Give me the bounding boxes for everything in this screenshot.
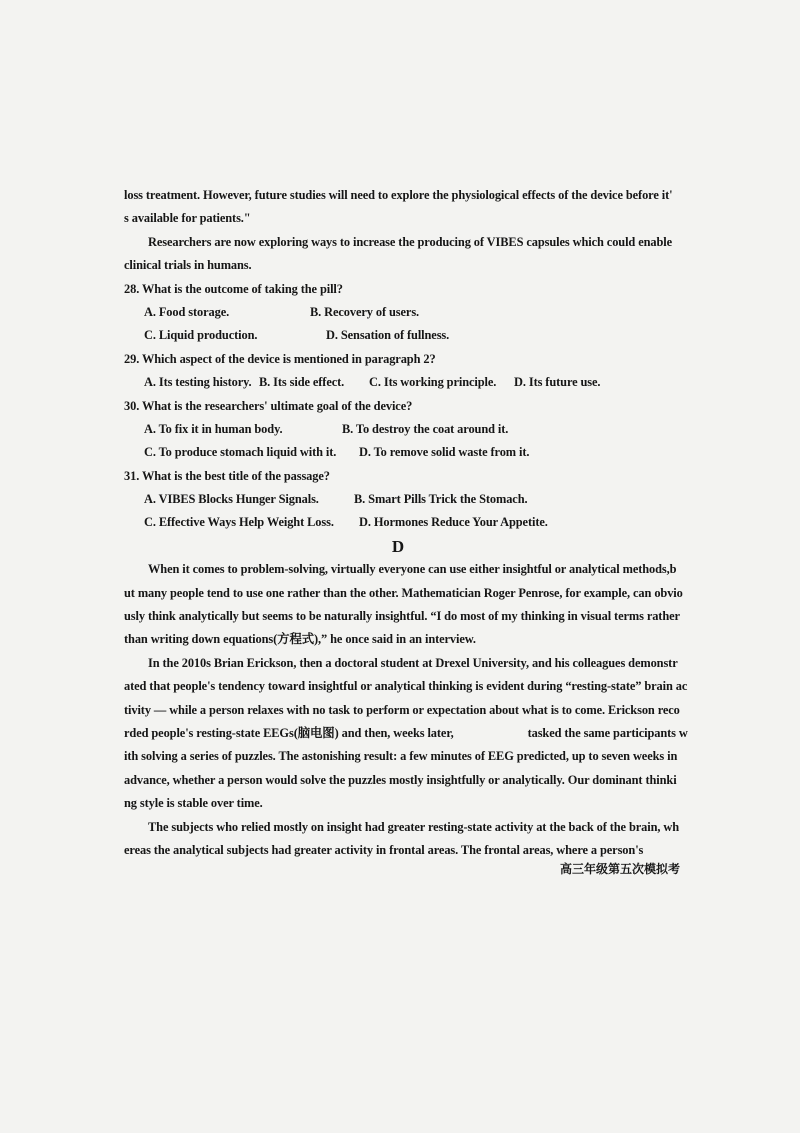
page-footer: 高三年级第五次模拟考 <box>559 862 680 876</box>
option: C. Its working principle. <box>369 375 497 390</box>
option: B. Recovery of users. <box>310 304 420 319</box>
option: C. Effective Ways Help Weight Loss. <box>144 515 334 530</box>
passage-line: The subjects who relied mostly on insight had greater resting-state activity at the back of the brain, wh <box>148 819 680 834</box>
passage-line: loss treatment. However, future studies will need to explore the physiological effects of the device before it' <box>124 188 672 202</box>
question-30-options-row-1 <box>124 418 672 441</box>
passage-fragment: tasked the same participants w <box>527 725 688 740</box>
question-29-stem: 29. Which aspect of the device is mentioned in paragraph 2? <box>124 351 436 366</box>
section-title: D <box>391 536 405 556</box>
option: C. To produce stomach liquid with it. <box>144 445 337 460</box>
question-31-stem: 31. What is the best title of the passage? <box>124 468 330 483</box>
question-28-stem: 28. What is the outcome of taking the pill? <box>124 281 343 296</box>
question-30-stem: 30. What is the researchers' ultimate goal of the device? <box>124 398 413 413</box>
passage-line: clinical trials in humans. <box>124 258 252 273</box>
passage-line: ng style is stable over time. <box>124 796 263 811</box>
passage-line: tivity — while a person relaxes with no task to perform or expectation about what is to come. Erickson reco <box>124 702 680 717</box>
option: D. To remove solid waste from it. <box>359 445 530 460</box>
question-28-options-row-1 <box>124 301 672 324</box>
question-30-options-row-2 <box>124 441 672 464</box>
option: D. Hormones Reduce Your Appetite. <box>359 515 548 530</box>
passage-line: In the 2010s Brian Erickson, then a doctoral student at Drexel University, and his colleagues demonstr <box>148 655 678 670</box>
passage-line: s available for patients." <box>124 211 251 226</box>
passage-line: advance, whether a person would solve the puzzles mostly insightfully or analytically. Our dominant thinki <box>124 772 677 787</box>
option: B. Its side effect. <box>259 375 345 390</box>
option: A. Food storage. <box>144 304 230 319</box>
page-content <box>124 184 688 862</box>
passage-line: ated that people's tendency toward insightful or analytical thinking is evident during “resting-state” brain ac <box>124 679 688 694</box>
option: D. Its future use. <box>514 375 601 390</box>
passage-line: Researchers are now exploring ways to increase the producing of VIBES capsules which could enable <box>148 234 672 249</box>
passage-line: than writing down equations(方程式),” he once said in an interview. <box>124 632 476 647</box>
question-31-options-row-2 <box>124 511 672 534</box>
option: A. Its testing history. <box>144 375 252 390</box>
option: A. To fix it in human body. <box>144 421 283 436</box>
question-31-options-row-1 <box>124 488 672 511</box>
option: A. VIBES Blocks Hunger Signals. <box>144 492 319 507</box>
question-28-options-row-2 <box>124 324 672 347</box>
passage-fragment: rded people's resting-state EEGs(脑电图) and then, weeks later, <box>124 725 454 740</box>
passage-line: ut many people tend to use one rather than the other. Mathematician Roger Penrose, for example, can obvio <box>124 585 683 600</box>
passage-line: usly think analytically but seems to be naturally insightful. “I do most of my thinking in visual terms rather <box>124 609 680 624</box>
passage-line <box>124 722 688 745</box>
option: B. Smart Pills Trick the Stomach. <box>354 492 528 507</box>
passage-line: ith solving a series of puzzles. The astonishing result: a few minutes of EEG predicted, up to seven weeks in <box>124 749 678 764</box>
passage-line: When it comes to problem-solving, virtually everyone can use either insightful or analytical methods,b <box>148 562 677 577</box>
option: C. Liquid production. <box>144 328 258 343</box>
passage-line: ereas the analytical subjects had greater activity in frontal areas. The frontal areas, where a person's <box>124 842 644 857</box>
option: D. Sensation of fullness. <box>326 328 450 343</box>
question-29-options-row <box>124 371 672 394</box>
option: B. To destroy the coat around it. <box>342 421 509 436</box>
